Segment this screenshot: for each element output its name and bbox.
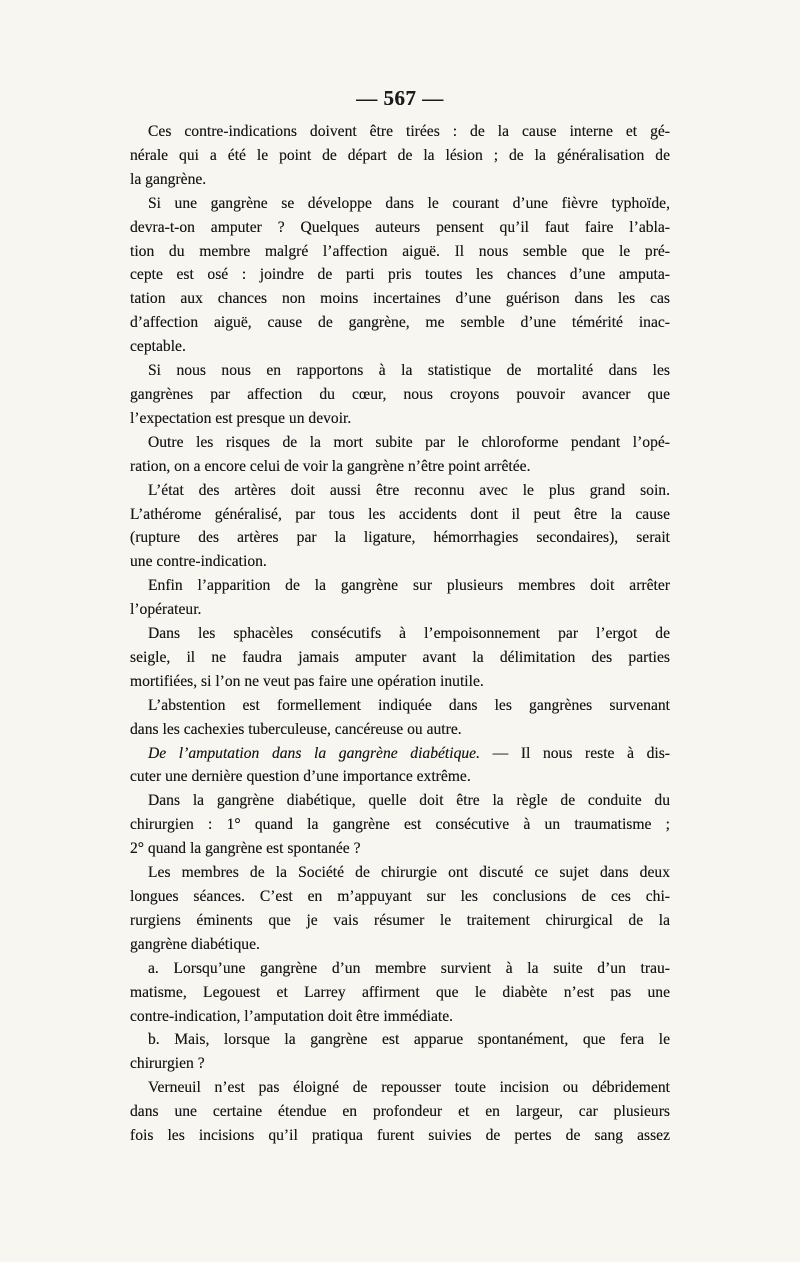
body-text	[130, 120, 670, 1148]
text-line: gangrène diabétique.	[130, 935, 260, 953]
text-line: ceptable.	[130, 338, 186, 356]
text-line: nérale qui a été le point de départ de la lésion ; de la généralisation de	[130, 146, 670, 164]
text-line: l’expectation est presque un devoir.	[130, 409, 352, 427]
text-line: l’opérateur.	[130, 601, 202, 619]
text-line: Outre les risques de la mort subite par le chloroforme pendant l’opé-	[148, 433, 670, 451]
text-line: chirurgien : 1° quand la gangrène est consécutive à un traumatisme ;	[130, 816, 670, 834]
text-line: Si une gangrène se développe dans le courant d’une fièvre typhoïde,	[148, 194, 670, 212]
text-line: dans une certaine étendue en profondeur et en largeur, car plusieurs	[130, 1103, 670, 1121]
text-line: la gangrène.	[130, 170, 207, 188]
text-line: tion du membre malgré l’affection aiguë. Il nous semble que le pré-	[130, 242, 670, 260]
text-line: L’état des artères doit aussi être reconnu avec le plus grand soin.	[148, 481, 670, 499]
page-number: — 567 —	[356, 86, 444, 110]
text-line: ration, on a encore celui de voir la gangrène n’être point arrêtée.	[130, 457, 531, 475]
text-line: Dans les sphacèles consécutifs à l’empoisonnement par l’ergot de	[148, 625, 670, 643]
text-line: mortifiées, si l’on ne veut pas faire une opération inutile.	[130, 672, 484, 690]
text-line-rest: — Il nous reste à dis-	[480, 744, 671, 762]
text-line: tation aux chances non moins incertaines d’une guérison dans les cas	[130, 290, 670, 308]
text-line: cuter une dernière question d’une importance extrême.	[130, 768, 471, 786]
text-line: rurgiens éminents que je vais résumer le traitement chirurgical de la	[130, 911, 670, 929]
text-line: devra-t-on amputer ? Quelques auteurs pensent qu’il faut faire l’abla-	[130, 218, 670, 236]
text-line: seigle, il ne faudra jamais amputer avant la délimitation des parties	[130, 648, 670, 666]
section-heading-italic: De l’amputation dans la gangrène diabétique.	[148, 744, 481, 762]
text-line: matisme, Legouest et Larrey affirment que le diabète n’est pas une	[130, 983, 670, 1001]
text-line: contre-indication, l’amputation doit être immédiate.	[130, 1007, 454, 1025]
text-line: longues séances. C’est en m’appuyant sur les conclusions de ces chi-	[130, 888, 670, 905]
text-line: L’athérome généralisé, par tous les accidents dont il peut être la cause	[130, 505, 670, 523]
text-line: Enfin l’apparition de la gangrène sur plusieurs membres doit arrêter	[148, 577, 670, 595]
text-line: (rupture des artères par la ligature, hémorrhagies secondaires), serait	[130, 529, 670, 547]
text-line: dans les cachexies tuberculeuse, cancéreuse ou autre.	[130, 720, 462, 738]
text-line: cepte est osé : joindre de parti pris toutes les chances d’une amputa-	[130, 266, 670, 284]
text-line: Ces contre-indications doivent être tirées : de la cause interne et gé-	[148, 123, 670, 140]
text-line: chirurgien ?	[130, 1055, 205, 1073]
text-line: d’affection aiguë, cause de gangrène, me semble d’une témérité inac-	[130, 314, 670, 332]
text-line: 2° quand la gangrène est spontanée ?	[130, 840, 361, 858]
text-line	[130, 742, 670, 766]
text-line: gangrènes par affection du cœur, nous croyons pouvoir avancer que	[130, 385, 670, 403]
text-line: L’abstention est formellement indiquée dans les gangrènes survenant	[148, 696, 670, 714]
text-line: Les membres de la Société de chirurgie ont discuté ce sujet dans deux	[148, 864, 670, 882]
text-line: Verneuil n’est pas éloigné de repousser toute incision ou débridement	[148, 1079, 670, 1097]
text-line: fois les incisions qu’il pratiqua furent suivies de pertes de sang assez	[130, 1127, 670, 1145]
text-line: a. Lorsqu’une gangrène d’un membre survient à la suite d’un trau-	[148, 959, 670, 977]
text-line: b. Mais, lorsque la gangrène est apparue spontanément, que fera le	[148, 1031, 670, 1049]
text-line: Si nous nous en rapportons à la statistique de mortalité dans les	[148, 362, 670, 380]
text-line: Dans la gangrène diabétique, quelle doit être la règle de conduite du	[148, 792, 670, 810]
text-line: une contre-indication.	[130, 553, 267, 571]
